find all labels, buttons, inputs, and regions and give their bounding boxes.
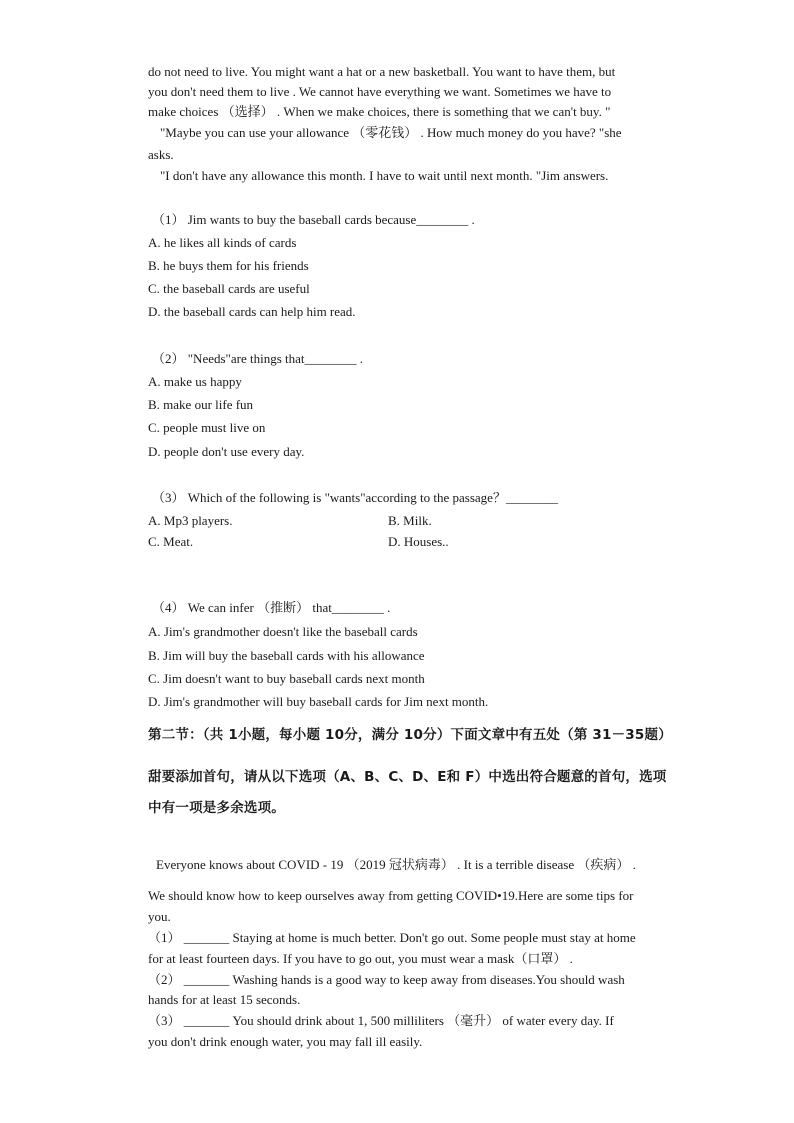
option: C. people must live on bbox=[148, 420, 266, 435]
passage-line: （3） _______ You should drink about 1, 500 milliliters （毫升） of water every day. If bbox=[148, 1013, 614, 1028]
passage-line: （1） _______ Staying at home is much better. Don't go out. Some people must stay at home bbox=[148, 930, 636, 945]
option: A. make us happy bbox=[148, 374, 242, 389]
option: D. the baseball cards can help him read. bbox=[148, 304, 356, 319]
option: D. Jim's grandmother will buy baseball cards for Jim next month. bbox=[148, 694, 489, 709]
question-stem: （1） Jim wants to buy the baseball cards because________ . bbox=[152, 212, 475, 227]
question-stem: （2） "Needs"are things that________ . bbox=[152, 351, 363, 366]
option: C. the baseball cards are useful bbox=[148, 281, 310, 296]
option: D. Houses.. bbox=[388, 534, 449, 549]
option: B. Milk. bbox=[388, 513, 432, 528]
passage-line: We should know how to keep ourselves away from getting COVID•19.Here are some tips for bbox=[148, 888, 634, 903]
section-heading: 第二节：（共 1小题，每小题 10分，满分 10分）下面文章中有五处（第 31－35题） bbox=[148, 727, 672, 743]
option: B. make our life fun bbox=[148, 397, 254, 412]
passage-line: （2） _______ Washing hands is a good way to keep away from diseases.You should wash bbox=[148, 972, 625, 987]
passage-line: Everyone knows about COVID - 19 （2019 冠状病毒） . It is a terrible disease （疾病） . bbox=[156, 857, 636, 872]
passage-line: make choices （选择） . When we make choices, there is something that we can't buy. " bbox=[148, 104, 611, 119]
option: A. Mp3 players. bbox=[148, 513, 233, 528]
option: A. Jim's grandmother doesn't like the baseball cards bbox=[148, 624, 418, 639]
option: C. Meat. bbox=[148, 534, 194, 549]
question-stem: （4） We can infer （推断） that________ . bbox=[152, 600, 391, 615]
option: B. he buys them for his friends bbox=[148, 258, 309, 273]
passage-line: "Maybe you can use your allowance （零花钱） . How much money do you have? "she bbox=[160, 125, 622, 140]
passage-line: you don't need them to live . We cannot have everything we want. Sometimes we have to bbox=[148, 84, 612, 99]
option: B. Jim will buy the baseball cards with his allowance bbox=[148, 648, 425, 663]
option: C. Jim doesn't want to buy baseball cards next month bbox=[148, 671, 425, 686]
option: A. he likes all kinds of cards bbox=[148, 235, 297, 250]
passage-line: "I don't have any allowance this month. I have to wait until next month. "Jim answers. bbox=[160, 168, 609, 183]
passage-line: for at least fourteen days. If you have to go out, you must wear a mask（口罩） . bbox=[148, 951, 573, 966]
section-heading: 甜要添加首句，请从以下选项（A、B、C、D、E和 F）中选出符合题意的首句，选项 bbox=[148, 769, 667, 785]
passage-line: asks. bbox=[148, 147, 174, 162]
question-stem: （3） Which of the following is "wants"according to the passage？________ bbox=[152, 490, 558, 505]
section-heading: 中有一项是多余选项。 bbox=[148, 800, 285, 816]
passage-line: hands for at least 15 seconds. bbox=[148, 992, 301, 1007]
passage-line: you don't drink enough water, you may fall ill easily. bbox=[148, 1034, 423, 1049]
passage-line: do not need to live. You might want a hat or a new basketball. You want to have them, but bbox=[148, 64, 616, 79]
option: D. people don't use every day. bbox=[148, 444, 305, 459]
passage-line: you. bbox=[148, 909, 171, 924]
